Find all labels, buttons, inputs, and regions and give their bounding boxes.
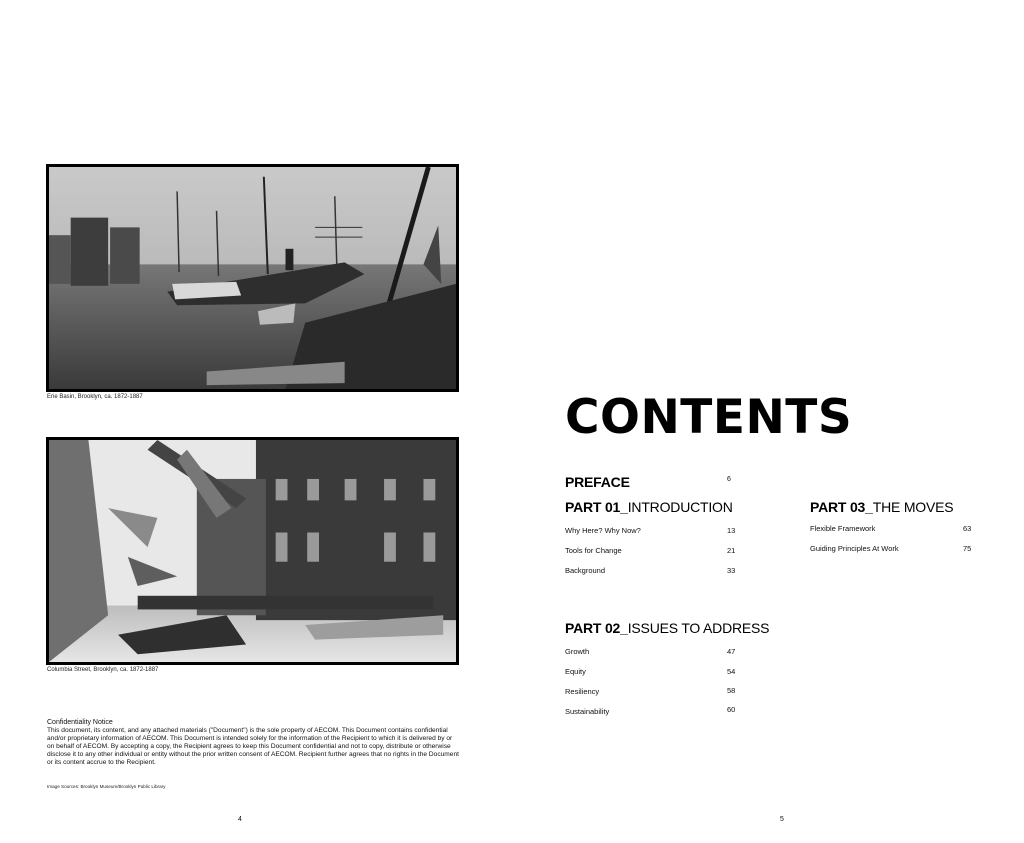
- image-sources: Image Sources: Brooklyn Museum/Brooklyn Public Library: [47, 784, 166, 789]
- toc-item[interactable]: Equity: [565, 667, 586, 676]
- photo1-caption: Erie Basin, Brooklyn, ca. 1872-1887: [47, 394, 143, 400]
- toc-item-page: 60: [727, 705, 736, 714]
- part03-name: THE MOVES: [872, 499, 954, 515]
- toc-item-page: 13: [727, 526, 736, 535]
- toc-item-page: 63: [963, 524, 972, 533]
- toc-item[interactable]: Flexible Framework: [810, 524, 876, 533]
- notice-title: Confidentiality Notice: [47, 719, 113, 726]
- erie-basin-image: [49, 167, 456, 389]
- toc-part03-heading[interactable]: [810, 499, 953, 515]
- toc-item[interactable]: Sustainability: [565, 707, 610, 716]
- part02-prefix: PART 02_: [565, 620, 628, 636]
- toc-part01-heading[interactable]: [565, 499, 733, 515]
- toc-item[interactable]: Background: [565, 566, 606, 575]
- columbia-street-image: [49, 440, 456, 662]
- part01-prefix: PART 01_: [565, 499, 628, 515]
- toc-item[interactable]: Guiding Principles At Work: [810, 544, 899, 553]
- part01-name: INTRODUCTION: [627, 499, 733, 515]
- toc-item[interactable]: Tools for Change: [565, 546, 622, 555]
- toc-item-page: 58: [727, 686, 736, 695]
- preface-label: PREFACE: [565, 474, 630, 490]
- toc-part02-heading[interactable]: [565, 620, 769, 636]
- toc-item[interactable]: Resiliency: [565, 687, 600, 696]
- toc-item[interactable]: Growth: [565, 647, 590, 656]
- photo-erie-basin: [46, 164, 459, 392]
- page-number-right: 5: [780, 816, 784, 823]
- page-number-left: 4: [238, 816, 242, 823]
- preface-page: 6: [727, 476, 731, 483]
- notice-body: This document, its content, and any attached materials ("Document") is the sole property of AECOM. This Document contains confidential and/or proprietary information of AECOM. This Document is intended solely for the information of the Recipient to which it is delivered by or on behalf of AECOM. By accepting a copy, the Recipient agrees to keep this Document confidential and not to copy, distribute or otherwise disclose it to any other individual or entity without the prior written consent of AECOM. Recipient further agrees that no rights in the Document or its content accrue to the Recipient.: [47, 727, 459, 766]
- part03-prefix: PART 03_: [810, 499, 873, 515]
- toc-item-page: 21: [727, 546, 736, 555]
- contents-title: CONTENTS: [565, 390, 853, 445]
- part02-name: ISSUES TO ADDRESS: [627, 620, 770, 636]
- confidentiality-notice: [47, 719, 459, 767]
- toc-item-page: 54: [727, 667, 736, 676]
- toc-preface[interactable]: [565, 474, 630, 490]
- photo-columbia-street: [46, 437, 459, 665]
- toc-item-page: 75: [963, 544, 972, 553]
- toc-item[interactable]: Why Here? Why Now?: [565, 526, 641, 535]
- toc-item-page: 33: [727, 566, 736, 575]
- toc-item-page: 47: [727, 647, 736, 656]
- photo2-caption: Columbia Street, Brooklyn, ca. 1872-1887: [47, 667, 159, 673]
